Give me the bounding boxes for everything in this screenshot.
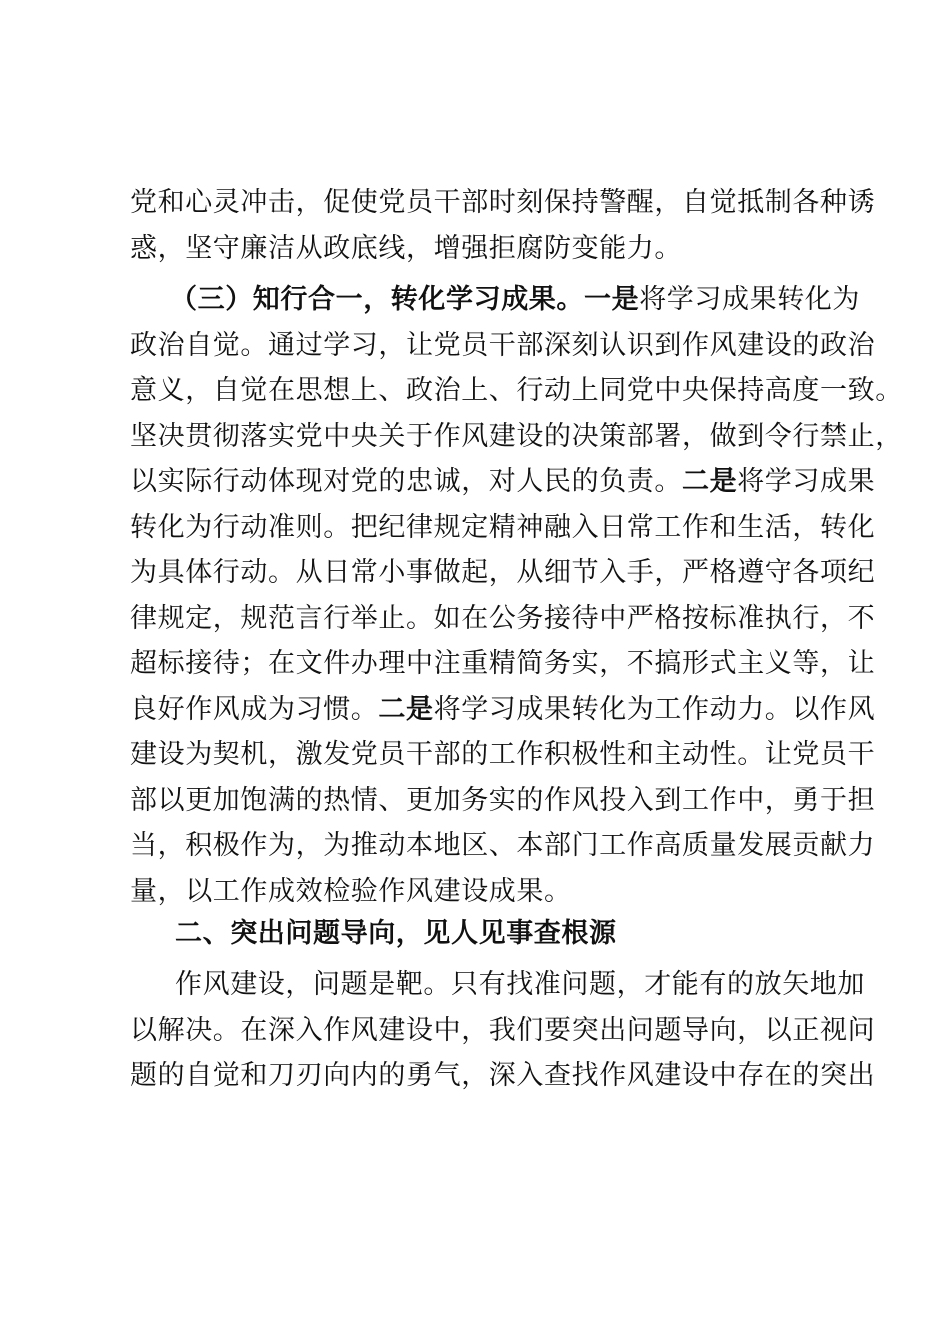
text-line: 律规定，规范言行举止。如在公务接待中严格按标准执行，不	[130, 602, 876, 634]
text-line: 为具体行动。从日常小事做起，从细节入手，严格遵守各项纪	[130, 557, 876, 588]
point-marker: 二是	[378, 693, 434, 725]
text-span: 将学习成果转化为工作动力。以作风	[433, 693, 876, 725]
paragraph-continued	[130, 180, 876, 271]
section-2-heading-block	[130, 911, 830, 957]
section-2-paragraph	[130, 962, 876, 1099]
point-marker: 二是	[682, 466, 738, 497]
text-line: 意义，自觉在思想上、政治上、行动上同党中央保持高度一致。	[130, 375, 903, 406]
text-line: 坚决贯彻落实党中央关于作风建设的决策部署，做到令行禁止，	[130, 420, 903, 452]
section-3-heading: （三）知行合一，转化学习成果。	[170, 284, 584, 315]
section-3-paragraph	[130, 277, 903, 914]
text-line: 部以更加饱满的热情、更加务实的作风投入到工作中，勇于担	[130, 784, 876, 816]
text-line: 作风建设，问题是靶。只有找准问题，才能有的放矢地加	[175, 969, 865, 1000]
point-marker: 一是	[584, 284, 640, 315]
text-line: 政治自觉。通过学习，让党员干部深刻认识到作风建设的政治	[130, 329, 876, 361]
text-line	[130, 459, 876, 505]
text-line	[130, 687, 876, 733]
text-line: 以解决。在深入作风建设中，我们要突出问题导向，以正视问	[130, 1014, 876, 1046]
text-line: 建设为契机，激发党员干部的工作积极性和主动性。让党员干	[130, 739, 876, 770]
text-line: 量，以工作成效检验作风建设成果。	[130, 875, 572, 907]
text-line: 超标接待；在文件办理中注重精简务实，不搞形式主义等，让	[130, 648, 876, 679]
text-span: 将学习成果转化为	[639, 284, 861, 315]
text-span: 以实际行动体现对党的忠诚，对人民的负责。	[130, 466, 682, 497]
section-3-first-line	[130, 277, 861, 323]
text-line: 惑，坚守廉洁从政底线，增强拒腐防变能力。	[130, 232, 682, 264]
text-line: 党和心灵冲击，促使党员干部时刻保持警醒，自觉抵制各种诱	[130, 187, 876, 218]
text-line: 当，积极作为，为推动本地区、本部门工作高质量发展贡献力	[130, 830, 876, 861]
text-line: 题的自觉和刀刃向内的勇气，深入查找作风建设中存在的突出	[130, 1060, 876, 1091]
section-2-heading: 二、突出问题导向，见人见事查根源	[175, 918, 617, 949]
text-span: 良好作风成为习惯。	[130, 693, 379, 725]
text-span: 将学习成果	[737, 466, 876, 497]
text-line: 转化为行动准则。把纪律规定精神融入日常工作和生活，转化	[130, 511, 876, 543]
